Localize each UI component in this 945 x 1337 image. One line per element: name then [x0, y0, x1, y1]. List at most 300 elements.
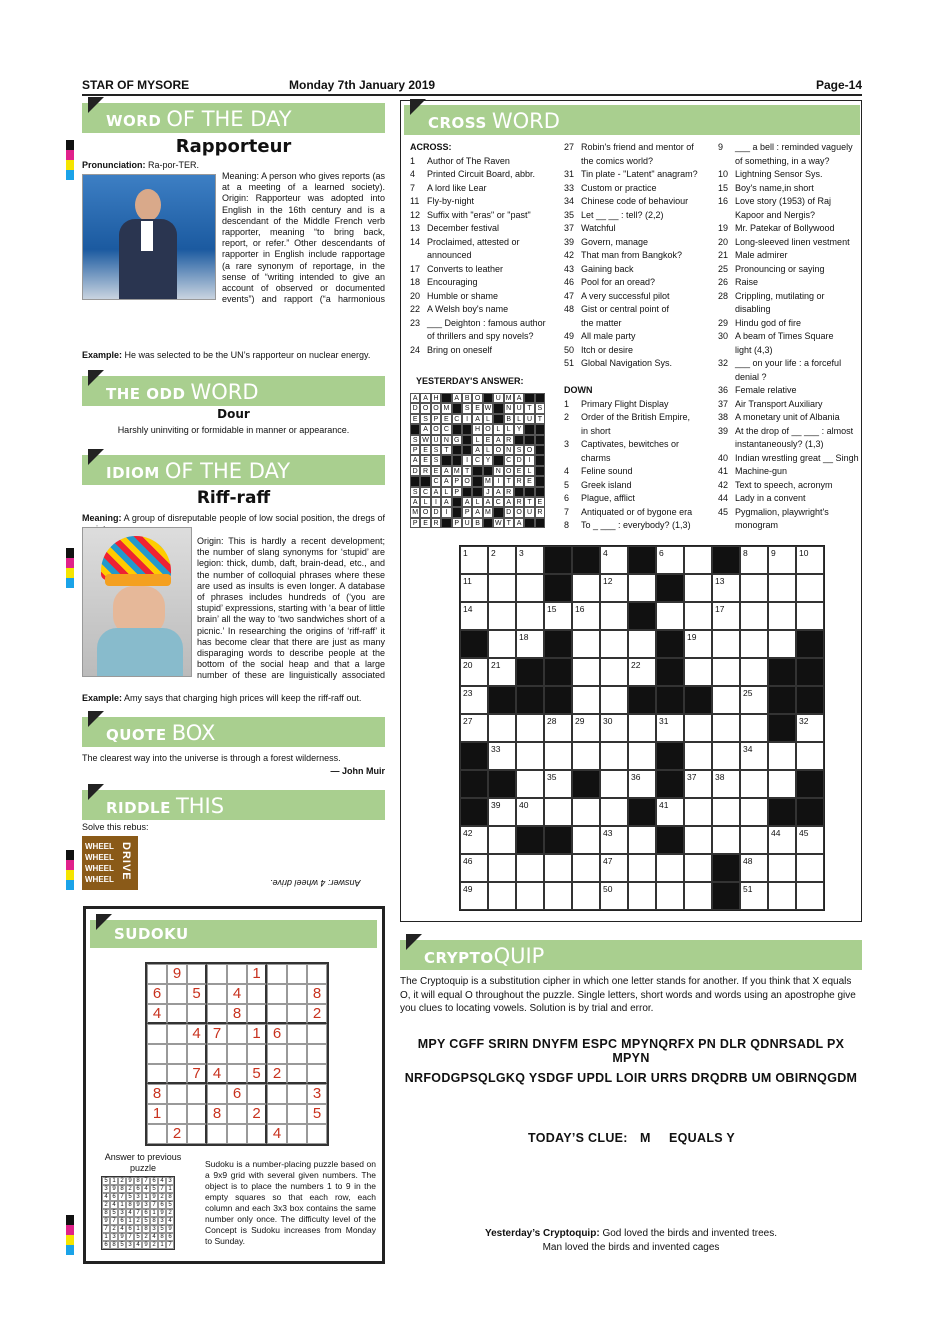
crossword-cell[interactable]	[768, 770, 796, 798]
sudoku-cell[interactable]	[307, 964, 327, 984]
crossword-cell[interactable]	[628, 714, 656, 742]
sudoku-cell[interactable]	[287, 1024, 307, 1044]
sudoku-cell[interactable]	[167, 1104, 187, 1124]
yesterday-cell: A	[410, 497, 420, 507]
crossword-cell[interactable]	[516, 882, 544, 910]
crossword-cell[interactable]	[628, 574, 656, 602]
crossword-cell[interactable]	[516, 630, 544, 658]
sudoku-cell[interactable]	[167, 1064, 187, 1084]
crossword-cell[interactable]	[684, 826, 712, 854]
sudoku-cell[interactable]	[227, 1104, 247, 1124]
crossword-cell[interactable]	[768, 826, 796, 854]
sudoku-cell[interactable]	[227, 1024, 247, 1044]
crossword-cell	[544, 574, 572, 602]
yesterday-cell	[462, 424, 472, 434]
crossword-cell[interactable]	[740, 742, 768, 770]
sudoku-cell[interactable]	[287, 1124, 307, 1144]
crossword-cell[interactable]	[460, 714, 488, 742]
crossword-cell[interactable]	[600, 574, 628, 602]
crossword-cell[interactable]	[712, 770, 740, 798]
clue-number: 37	[687, 772, 697, 782]
sudoku-cell[interactable]	[147, 1064, 167, 1084]
sudoku-cell[interactable]: 4	[187, 1024, 207, 1044]
crossword-cell[interactable]	[740, 546, 768, 574]
clue-number: 12	[603, 576, 613, 586]
sudoku-cell[interactable]	[187, 1004, 207, 1024]
clue-number: 22	[631, 660, 641, 670]
clue: 2 Order of the British Empire,	[564, 412, 691, 422]
crossword-cell[interactable]	[740, 686, 768, 714]
crossword-cell[interactable]	[796, 854, 824, 882]
yesterday-cell: H	[472, 424, 482, 434]
sudoku-cell[interactable]	[147, 964, 167, 984]
crossword-cell[interactable]	[712, 742, 740, 770]
crossword-cell[interactable]	[768, 742, 796, 770]
crossword-cell[interactable]	[712, 714, 740, 742]
clue-number: 6	[659, 548, 664, 558]
crossword-cell[interactable]	[684, 546, 712, 574]
registration-marks	[66, 140, 74, 180]
crossword-grid	[459, 545, 825, 911]
clue-number: 40	[519, 800, 529, 810]
yesterday-cell: S	[514, 445, 524, 455]
yesterday-cell: P	[452, 487, 462, 497]
clue: light (4,3)	[735, 344, 773, 355]
sudoku-cell[interactable]	[307, 1024, 327, 1044]
sudoku-cell[interactable]	[207, 1084, 227, 1104]
crossword-cell[interactable]	[712, 658, 740, 686]
sudoku-cell[interactable]: 4	[267, 1124, 287, 1144]
riff-raff-photo	[82, 527, 192, 677]
sudoku-cell[interactable]	[227, 1064, 247, 1084]
crossword-cell[interactable]	[460, 826, 488, 854]
crossword-cell[interactable]	[768, 630, 796, 658]
sudoku-cell[interactable]	[227, 1124, 247, 1144]
crossword-cell[interactable]	[544, 798, 572, 826]
crossword-cell[interactable]	[488, 574, 516, 602]
crossword-cell[interactable]	[516, 546, 544, 574]
yesterday-cell: P	[452, 518, 462, 528]
crossword-cell[interactable]	[600, 714, 628, 742]
sudoku-answer-cell: 2	[166, 1209, 174, 1217]
sudoku-cell[interactable]: 7	[207, 1024, 227, 1044]
clue: 31 Tin plate - "Latent" anagram?	[564, 169, 698, 179]
sudoku-cell[interactable]: 5	[187, 984, 207, 1004]
clue: denial ?	[735, 371, 767, 382]
sudoku-cell[interactable]	[287, 1104, 307, 1124]
yesterday-cell: B	[504, 414, 514, 424]
issue-date: Monday 7th January 2019	[289, 78, 436, 92]
yesterday-cell	[483, 466, 493, 476]
clue: 1 Author of The Raven	[410, 155, 510, 166]
crossword-cell[interactable]	[740, 826, 768, 854]
sudoku-cell[interactable]	[147, 1024, 167, 1044]
clue-number: 11	[463, 576, 472, 586]
yesterday-cell: N	[493, 466, 503, 476]
crossword-cell[interactable]	[796, 602, 824, 630]
crossword-cell[interactable]	[628, 854, 656, 882]
sudoku-cell[interactable]	[167, 1004, 187, 1024]
sudoku-cell[interactable]: 6	[147, 984, 167, 1004]
crossword-cell[interactable]	[460, 546, 488, 574]
sudoku-cell[interactable]	[247, 1124, 267, 1144]
crossword-cell[interactable]	[460, 602, 488, 630]
sudoku-cell[interactable]	[187, 1044, 207, 1064]
sudoku-cell[interactable]	[247, 1084, 267, 1104]
sudoku-cell[interactable]	[187, 1104, 207, 1124]
crossword-cell[interactable]	[684, 630, 712, 658]
yesterday-cell: A	[420, 424, 430, 434]
crossword-cell[interactable]	[572, 798, 600, 826]
crossword-cell[interactable]	[796, 714, 824, 742]
sudoku-cell[interactable]: 8	[147, 1084, 167, 1104]
sudoku-cell[interactable]: 2	[247, 1104, 267, 1124]
sudoku-cell[interactable]	[147, 1124, 167, 1144]
crossword-cell[interactable]	[712, 686, 740, 714]
sudoku-cell[interactable]	[207, 1004, 227, 1024]
crossword-cell[interactable]	[684, 714, 712, 742]
sudoku-cell[interactable]	[267, 984, 287, 1004]
sudoku-cell[interactable]	[267, 1104, 287, 1124]
crossword-cell[interactable]	[768, 546, 796, 574]
sudoku-answer-cell: 5	[102, 1177, 110, 1185]
crossword-cell[interactable]	[544, 714, 572, 742]
crossword-cell[interactable]	[740, 658, 768, 686]
sudoku-cell[interactable]	[167, 1024, 187, 1044]
crossword-cell	[768, 798, 796, 826]
clue-number: 13	[715, 576, 725, 586]
sudoku-cell[interactable]	[147, 1044, 167, 1064]
crossword-cell[interactable]	[572, 826, 600, 854]
sudoku-cell[interactable]	[307, 1064, 327, 1084]
crossword-cell[interactable]	[684, 882, 712, 910]
clue: 25 Pronouncing or saying	[718, 263, 825, 274]
crossword-cell[interactable]	[460, 574, 488, 602]
sudoku-cell[interactable]	[287, 1064, 307, 1084]
sudoku-cell[interactable]	[167, 1084, 187, 1104]
sudoku-cell[interactable]	[267, 1044, 287, 1064]
crossword-cell[interactable]	[600, 686, 628, 714]
crossword-cell	[796, 630, 824, 658]
sudoku-cell[interactable]	[307, 1124, 327, 1144]
yesterday-cell	[452, 445, 462, 455]
sudoku-cell[interactable]	[247, 1004, 267, 1024]
crossword-cell[interactable]	[600, 770, 628, 798]
sudoku-cell[interactable]	[207, 964, 227, 984]
sudoku-cell[interactable]	[247, 1044, 267, 1064]
sudoku-cell[interactable]: 6	[227, 1084, 247, 1104]
crossword-cell[interactable]	[572, 630, 600, 658]
crossword-cell[interactable]	[516, 602, 544, 630]
crossword-cell[interactable]	[600, 882, 628, 910]
sudoku-cell[interactable]: 1	[247, 964, 267, 984]
crossword-cell[interactable]	[572, 686, 600, 714]
crossword-cell[interactable]	[600, 826, 628, 854]
crossword-cell	[460, 770, 488, 798]
yesterday-cell: C	[441, 424, 451, 434]
crossword-cell[interactable]	[740, 798, 768, 826]
yesterday-cell	[524, 487, 534, 497]
crossword-cell[interactable]	[712, 826, 740, 854]
sudoku-answer-cell: 1	[118, 1201, 126, 1209]
yesterday-cell: E	[514, 466, 524, 476]
crossword-cell[interactable]	[544, 770, 572, 798]
yesterday-cell: U	[524, 414, 534, 424]
sudoku-cell[interactable]	[267, 964, 287, 984]
crossword-cell[interactable]	[796, 882, 824, 910]
crossword-cell[interactable]	[488, 602, 516, 630]
sudoku-cell[interactable]	[287, 1084, 307, 1104]
crossword-cell[interactable]	[656, 882, 684, 910]
crossword-cell[interactable]	[460, 882, 488, 910]
crossword-cell[interactable]	[488, 546, 516, 574]
crossword-cell[interactable]	[740, 882, 768, 910]
crossword-cell[interactable]	[656, 854, 684, 882]
crossword-cell[interactable]	[572, 658, 600, 686]
clue-number: 35	[547, 772, 557, 782]
sudoku-cell[interactable]: 4	[207, 1064, 227, 1084]
crossword-cell[interactable]	[488, 882, 516, 910]
idiom-meaning: Meaning: A group of disreputable people of low social position, the dregs of	[82, 513, 385, 523]
sudoku-cell[interactable]	[187, 1084, 207, 1104]
sudoku-cell[interactable]	[227, 1044, 247, 1064]
sudoku-cell[interactable]	[247, 984, 267, 1004]
crossword-cell[interactable]	[516, 714, 544, 742]
sudoku-cell[interactable]	[287, 1044, 307, 1064]
sudoku-cell[interactable]	[267, 1004, 287, 1024]
crossword-cell[interactable]	[796, 742, 824, 770]
crossword-cell[interactable]	[628, 630, 656, 658]
crossword-cell[interactable]	[740, 770, 768, 798]
yesterday-cell: O	[431, 403, 441, 413]
crossword-cell[interactable]	[656, 602, 684, 630]
crossword-cell[interactable]	[544, 602, 572, 630]
crossword-cell[interactable]	[488, 658, 516, 686]
sudoku-cell[interactable]	[287, 964, 307, 984]
sudoku-cell[interactable]	[187, 1124, 207, 1144]
sudoku-cell[interactable]: 1	[147, 1104, 167, 1124]
crossword-cell[interactable]	[684, 658, 712, 686]
yesterday-cryptoquip: Yesterday’s Cryptoquip: God loved the birds and invented trees. Man loved the birds and invented cages	[484, 1228, 777, 1253]
sudoku-answer-cell: 6	[134, 1185, 142, 1193]
rebus-image: WHEEL WHEEL WHEEL WHEEL DRIVE	[82, 836, 138, 890]
clue: 43 Gaining back	[564, 263, 634, 274]
crossword-cell[interactable]	[656, 714, 684, 742]
sudoku-cell[interactable]: 8	[227, 1004, 247, 1024]
crossword-cell[interactable]	[460, 686, 488, 714]
crossword-cell[interactable]	[628, 770, 656, 798]
crossword-cell[interactable]	[628, 658, 656, 686]
clue: 39 At the drop of __ ___ : almost	[718, 425, 854, 436]
crossword-cell[interactable]	[488, 826, 516, 854]
across-clues: ACROSS: 1 Author of The Raven 4 Printed Circuit Board, abbr. 7 A lord like Lear 11 Fly-by-night 12 Suffix with "eras" or "past" 13 December festival 14 Proclaimed, attested or announced 17 Converts to leather 18 Encouraging 20 Humble or shame 22 A Welsh boy's name 23 ___ Deighton : famous author of thrillers and spy novels? 24 Bring on oneself	[410, 141, 560, 357]
sudoku-cell[interactable]	[187, 964, 207, 984]
crossword-cell[interactable]	[516, 742, 544, 770]
sudoku-cell[interactable]: 4	[147, 1004, 167, 1024]
yesterday-cell: I	[431, 497, 441, 507]
crossword-cell	[712, 854, 740, 882]
sudoku-cell[interactable]	[207, 1044, 227, 1064]
crossword-cell[interactable]	[684, 854, 712, 882]
yesterday-cell: O	[504, 466, 514, 476]
crossword-cell[interactable]	[516, 798, 544, 826]
sudoku-cell[interactable]	[207, 1124, 227, 1144]
crossword-cell[interactable]	[768, 574, 796, 602]
crossword-cell[interactable]	[684, 742, 712, 770]
sudoku-cell[interactable]: 2	[307, 1004, 327, 1024]
crossword-cell[interactable]	[684, 574, 712, 602]
crossword-cell[interactable]	[684, 798, 712, 826]
sudoku-answer-cell: 3	[158, 1217, 166, 1225]
sudoku-answer-cell: 3	[110, 1233, 118, 1241]
crossword-cell[interactable]	[796, 826, 824, 854]
yesterday-cell: A	[514, 393, 524, 403]
sudoku-answer-cell: 1	[158, 1241, 166, 1249]
crossword-cell[interactable]	[488, 798, 516, 826]
clue: 29 Hindu god of fire	[718, 317, 802, 328]
yesterday-cell	[410, 476, 420, 486]
crossword-cell[interactable]	[656, 798, 684, 826]
yesterday-cell: E	[535, 497, 545, 507]
crossword-cell[interactable]	[544, 742, 572, 770]
crossword-cell[interactable]	[796, 546, 824, 574]
crossword-cell[interactable]	[600, 630, 628, 658]
crossword-cell[interactable]	[768, 602, 796, 630]
crossword-cell[interactable]	[600, 742, 628, 770]
yesterday-cell	[514, 487, 524, 497]
crossword-cell[interactable]	[544, 854, 572, 882]
sudoku-cell[interactable]: 2	[267, 1064, 287, 1084]
clue: 42 That man from Bangkok?	[564, 250, 683, 260]
clue-number: 15	[547, 604, 557, 614]
sudoku-answer-cell: 8	[126, 1201, 134, 1209]
crossword-cell[interactable]	[600, 798, 628, 826]
crossword-cell[interactable]	[712, 798, 740, 826]
sudoku-cell[interactable]	[267, 1084, 287, 1104]
crossword-cell[interactable]	[628, 826, 656, 854]
crossword-cell[interactable]	[656, 546, 684, 574]
crossword-cell[interactable]	[600, 546, 628, 574]
yesterday-cell: P	[410, 445, 420, 455]
sudoku-answer-cell: 5	[142, 1217, 150, 1225]
crossword-cell[interactable]	[488, 714, 516, 742]
crossword-cell[interactable]	[516, 770, 544, 798]
sudoku-cell[interactable]: 9	[167, 964, 187, 984]
crossword-cell[interactable]	[684, 770, 712, 798]
crossword-cell[interactable]	[572, 574, 600, 602]
sudoku-answer-cell: 3	[126, 1241, 134, 1249]
crossword-cell[interactable]	[516, 574, 544, 602]
sudoku-cell[interactable]	[287, 1004, 307, 1024]
crossword-cell[interactable]	[740, 574, 768, 602]
clue: 8 To _ ___ : everybody? (1,3)	[564, 520, 691, 530]
crossword-cell[interactable]	[572, 882, 600, 910]
crossword-cell[interactable]	[488, 854, 516, 882]
riddle-answer: Answer: 4 wheel drive.	[270, 878, 361, 889]
crossword-cell	[628, 546, 656, 574]
sudoku-cell[interactable]	[207, 984, 227, 1004]
clue: announced	[427, 250, 472, 260]
crossword-cell[interactable]	[768, 882, 796, 910]
sudoku-answer-cell: 4	[118, 1225, 126, 1233]
sudoku-cell[interactable]	[287, 984, 307, 1004]
crossword-cell[interactable]	[712, 602, 740, 630]
paper-name: STAR OF MYSORE	[82, 78, 190, 92]
sudoku-cell[interactable]: 7	[187, 1064, 207, 1084]
cryptoquip-band: CRYPTOQUIP	[400, 940, 862, 970]
crossword-cell	[544, 686, 572, 714]
crossword-cell[interactable]	[712, 574, 740, 602]
crossword-cell[interactable]	[740, 602, 768, 630]
crossword-cell[interactable]	[796, 574, 824, 602]
sudoku-cell[interactable]	[307, 1044, 327, 1064]
yesterday-cell	[524, 435, 534, 445]
crossword-cell[interactable]	[712, 630, 740, 658]
sudoku-cell[interactable]: 8	[307, 984, 327, 1004]
sudoku-cell[interactable]: 5	[307, 1104, 327, 1124]
sudoku-cell[interactable]: 5	[247, 1064, 267, 1084]
sudoku-answer-cell: 1	[134, 1225, 142, 1233]
sudoku-cell[interactable]	[167, 1044, 187, 1064]
yesterday-cell	[452, 497, 462, 507]
crossword-cell[interactable]	[488, 742, 516, 770]
crossword-cell[interactable]	[740, 714, 768, 742]
crossword-cell[interactable]	[600, 602, 628, 630]
yesterday-cell: A	[493, 487, 503, 497]
crossword-cell[interactable]	[600, 854, 628, 882]
crossword-cell[interactable]	[460, 854, 488, 882]
crossword-cell[interactable]	[516, 854, 544, 882]
clue-number: 45	[799, 828, 809, 838]
yesterday-cell: O	[493, 445, 503, 455]
sudoku-cell[interactable]: 2	[167, 1124, 187, 1144]
crossword-cell[interactable]	[740, 630, 768, 658]
yesterday-cell: I	[524, 455, 534, 465]
crossword-cell[interactable]	[544, 882, 572, 910]
crossword-cell[interactable]	[572, 602, 600, 630]
crossword-cell[interactable]	[572, 714, 600, 742]
yesterday-cell: M	[410, 507, 420, 517]
sudoku-cell[interactable]: 3	[307, 1084, 327, 1104]
sudoku-cell[interactable]: 4	[227, 984, 247, 1004]
sudoku-answer-cell: 5	[110, 1209, 118, 1217]
clue-number: 25	[743, 688, 753, 698]
crossword-cell[interactable]	[684, 602, 712, 630]
quote-band: QUOTE BOX	[82, 717, 385, 747]
crossword-cell[interactable]	[628, 882, 656, 910]
sudoku-cell[interactable]	[227, 964, 247, 984]
crossword-cell[interactable]	[572, 854, 600, 882]
yesterday-cell: A	[410, 455, 420, 465]
clue-number: 48	[743, 856, 753, 866]
sudoku-cell[interactable]: 8	[207, 1104, 227, 1124]
sudoku-answer-cell: 3	[142, 1201, 150, 1209]
sudoku-cell[interactable]: 6	[267, 1024, 287, 1044]
clue: 7 A lord like Lear	[410, 182, 487, 193]
crossword-cell[interactable]	[628, 742, 656, 770]
sudoku-cell[interactable]	[167, 984, 187, 1004]
crossword-cell[interactable]	[600, 658, 628, 686]
sudoku-cell[interactable]: 1	[247, 1024, 267, 1044]
crossword-cell[interactable]	[572, 742, 600, 770]
sudoku-answer-cell: 8	[110, 1241, 118, 1249]
yesterday-cell: E	[420, 445, 430, 455]
crossword-cell[interactable]	[460, 658, 488, 686]
sudoku-answer-cell: 4	[158, 1177, 166, 1185]
crossword-cell[interactable]	[740, 854, 768, 882]
crossword-cell[interactable]	[768, 854, 796, 882]
crossword-cell[interactable]	[488, 630, 516, 658]
